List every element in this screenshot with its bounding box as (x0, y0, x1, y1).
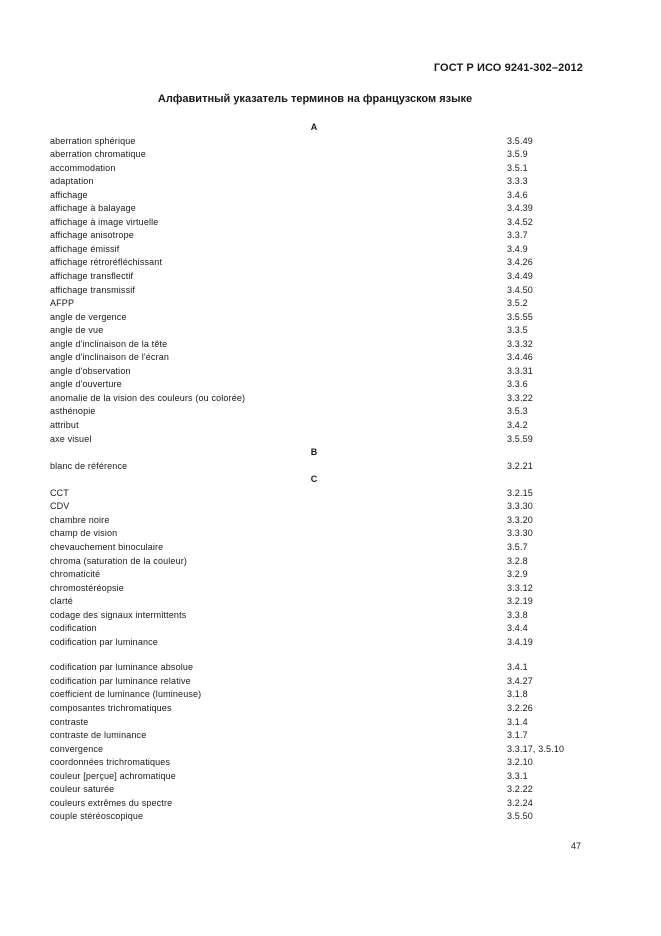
entry-reference: 3.4.9 (507, 243, 528, 254)
entry-term: codification (50, 623, 97, 634)
section-letter: A (310, 122, 318, 132)
entry-term: couleurs extrêmes du spectre (50, 797, 173, 808)
index-entry (50, 405, 590, 419)
index-entry (50, 243, 590, 257)
entry-term: angle d'inclinaison de l'écran (50, 352, 170, 363)
index-entry (50, 189, 590, 203)
entry-reference: 3.5.3 (507, 406, 528, 417)
entry-reference: 3.3.1 (507, 770, 528, 781)
entry-term: couleur saturée (50, 784, 115, 795)
entry-term: coefficient de luminance (lumineuse) (50, 689, 202, 700)
index-entry (50, 135, 590, 149)
section-letter: B (310, 447, 318, 458)
index-entry (50, 527, 590, 541)
index-entry (50, 175, 590, 189)
entry-term: angle d'observation (50, 365, 131, 376)
entry-reference: 3.2.19 (507, 596, 533, 607)
index-entry (50, 365, 590, 379)
entry-term: angle d'ouverture (50, 379, 122, 390)
entry-reference: 3.4.2 (507, 420, 528, 431)
index-entry (50, 609, 590, 623)
index-entry (50, 433, 590, 447)
entry-reference: 3.3.7 (507, 230, 528, 241)
index-entry (50, 541, 590, 555)
document-code: ГОСТ Р ИСО 9241-302–2012 (433, 62, 583, 74)
entry-term: composantes trichromatiques (50, 702, 172, 713)
entry-reference: 3.1.7 (507, 730, 528, 741)
entry-term: aberration sphérique (50, 135, 136, 146)
index-entry (50, 661, 590, 675)
index-entry (50, 487, 590, 501)
entry-reference: 3.4.26 (507, 257, 533, 268)
index-entry (50, 311, 590, 325)
entry-reference: 3.3.30 (507, 528, 533, 539)
entry-term: attribut (50, 420, 79, 431)
entry-term: blanc de référence (50, 460, 128, 471)
entry-reference: 3.2.24 (507, 797, 533, 808)
entry-term: AFPP (50, 298, 75, 309)
index-entry (50, 392, 590, 406)
index-entry (50, 568, 590, 582)
index-entry (50, 324, 590, 338)
entry-reference: 3.4.1 (507, 662, 528, 673)
entry-reference: 3.4.52 (507, 216, 533, 227)
entry-reference: 3.2.15 (507, 487, 533, 498)
entry-term: affichage à image virtuelle (50, 216, 159, 227)
entry-term: anomalie de la vision des couleurs (ou colorée) (50, 392, 246, 403)
index-entry (50, 148, 590, 162)
entry-term: angle de vue (50, 325, 104, 336)
index-entry (50, 582, 590, 596)
entry-term: affichage émissif (50, 243, 120, 254)
entry-reference: 3.5.49 (507, 135, 533, 146)
entry-reference: 3.3.3 (507, 176, 528, 187)
entry-term: chromaticité (50, 569, 101, 580)
entry-reference: 3.4.49 (507, 271, 533, 282)
page-number: 47 (570, 841, 581, 851)
entry-term: aberration chromatique (50, 149, 146, 160)
index-entry (50, 229, 590, 243)
entry-reference: 3.3.30 (507, 501, 533, 512)
index-entry (50, 743, 590, 757)
index-entry (50, 378, 590, 392)
entry-term: chromostéréopsie (50, 582, 124, 593)
index-entry (50, 555, 590, 569)
index-entry (50, 419, 590, 433)
index-entry (50, 162, 590, 176)
section-letter: C (310, 474, 318, 485)
entry-term: affichage transflectif (50, 271, 134, 282)
entry-reference: 3.4.19 (507, 636, 533, 647)
entry-reference: 3.2.8 (507, 555, 528, 566)
entry-reference: 3.4.50 (507, 284, 533, 295)
entry-term: asthénopie (50, 406, 96, 417)
entry-reference: 3.3.6 (507, 379, 528, 390)
entry-reference: 3.5.9 (507, 149, 528, 160)
entry-reference: 3.4.4 (507, 623, 528, 634)
entry-reference: 3.3.5 (507, 325, 528, 336)
entry-term: codage des signaux intermittents (50, 609, 187, 620)
entry-term: CCT (50, 487, 69, 498)
index-entry (50, 595, 590, 609)
entry-reference: 3.3.17, 3.5.10 (507, 743, 565, 754)
index-entry (50, 297, 590, 311)
entry-term: CDV (50, 501, 70, 512)
entry-reference: 3.5.59 (507, 433, 533, 444)
entry-term: adaptation (50, 176, 94, 187)
entry-term: affichage rétroréfléchissant (50, 257, 163, 268)
index-entry (50, 270, 590, 284)
entry-reference: 3.5.50 (507, 811, 533, 822)
index-entry (50, 500, 590, 514)
entry-term: accommodation (50, 162, 116, 173)
entry-term: affichage à balayage (50, 203, 136, 214)
entry-term: codification par luminance relative (50, 675, 191, 686)
index-entry (50, 338, 590, 352)
index-entry (50, 716, 590, 730)
entry-reference: 3.2.9 (507, 569, 528, 580)
index-entry (50, 622, 590, 636)
entry-term: affichage transmissif (50, 284, 136, 295)
entry-reference: 3.5.55 (507, 311, 533, 322)
entry-reference: 3.1.4 (507, 716, 528, 727)
entry-term: couleur [perçue] achromatique (50, 770, 176, 781)
entry-term: axe visuel (50, 433, 92, 444)
entry-reference: 3.3.12 (507, 582, 533, 593)
entry-reference: 3.5.7 (507, 541, 528, 552)
entry-term: angle d'inclinaison de la tête (50, 338, 168, 349)
entry-reference: 3.1.8 (507, 689, 528, 700)
entry-term: chambre noire (50, 514, 110, 525)
entry-term: convergence (50, 743, 104, 754)
index-entry (50, 202, 590, 216)
entry-term: codification par luminance (50, 636, 158, 647)
entry-term: affichage anisotrope (50, 230, 134, 241)
index-entry (50, 216, 590, 230)
entry-reference: 3.3.8 (507, 609, 528, 620)
entry-reference: 3.3.20 (507, 514, 533, 525)
entry-term: coordonnées trichromatiques (50, 757, 171, 768)
index-title: Алфавитный указатель терминов на французском языке (157, 93, 473, 105)
entry-reference: 3.4.46 (507, 352, 533, 363)
entry-reference: 3.2.21 (507, 460, 533, 471)
index-entry (50, 688, 590, 702)
entry-term: chroma (saturation de la couleur) (50, 555, 188, 566)
spacer (50, 649, 590, 661)
entry-reference: 3.3.22 (507, 392, 533, 403)
entry-reference: 3.2.22 (507, 784, 533, 795)
index-entry (50, 702, 590, 716)
index-entry (50, 256, 590, 270)
index-entry (50, 770, 590, 784)
entry-term: chevauchement binoculaire (50, 541, 164, 552)
index-entry (50, 514, 590, 528)
entry-term: champ de vision (50, 528, 118, 539)
index-entry (50, 351, 590, 365)
entry-term: clarté (50, 596, 73, 607)
entry-term: contraste de luminance (50, 730, 147, 741)
index-entry (50, 636, 590, 650)
entry-reference: 3.2.10 (507, 757, 533, 768)
entry-reference: 3.4.6 (507, 189, 528, 200)
index-entries (50, 121, 590, 824)
index-entry (50, 756, 590, 770)
index-entry (50, 284, 590, 298)
index-entry (50, 460, 590, 474)
entry-reference: 3.4.39 (507, 203, 533, 214)
entry-reference: 3.5.1 (507, 162, 528, 173)
index-entry (50, 675, 590, 689)
index-entry (50, 797, 590, 811)
entry-reference: 3.4.27 (507, 675, 533, 686)
entry-reference: 3.2.26 (507, 702, 533, 713)
entry-term: affichage (50, 189, 88, 200)
entry-reference: 3.3.31 (507, 365, 533, 376)
entry-reference: 3.3.32 (507, 338, 533, 349)
entry-reference: 3.5.2 (507, 298, 528, 309)
entry-term: contraste (50, 716, 89, 727)
entry-term: codification par luminance absolue (50, 662, 194, 673)
index-entry (50, 729, 590, 743)
index-entry (50, 810, 590, 824)
index-entry (50, 783, 590, 797)
entry-term: couple stéréoscopique (50, 811, 144, 822)
entry-term: angle de vergence (50, 311, 127, 322)
